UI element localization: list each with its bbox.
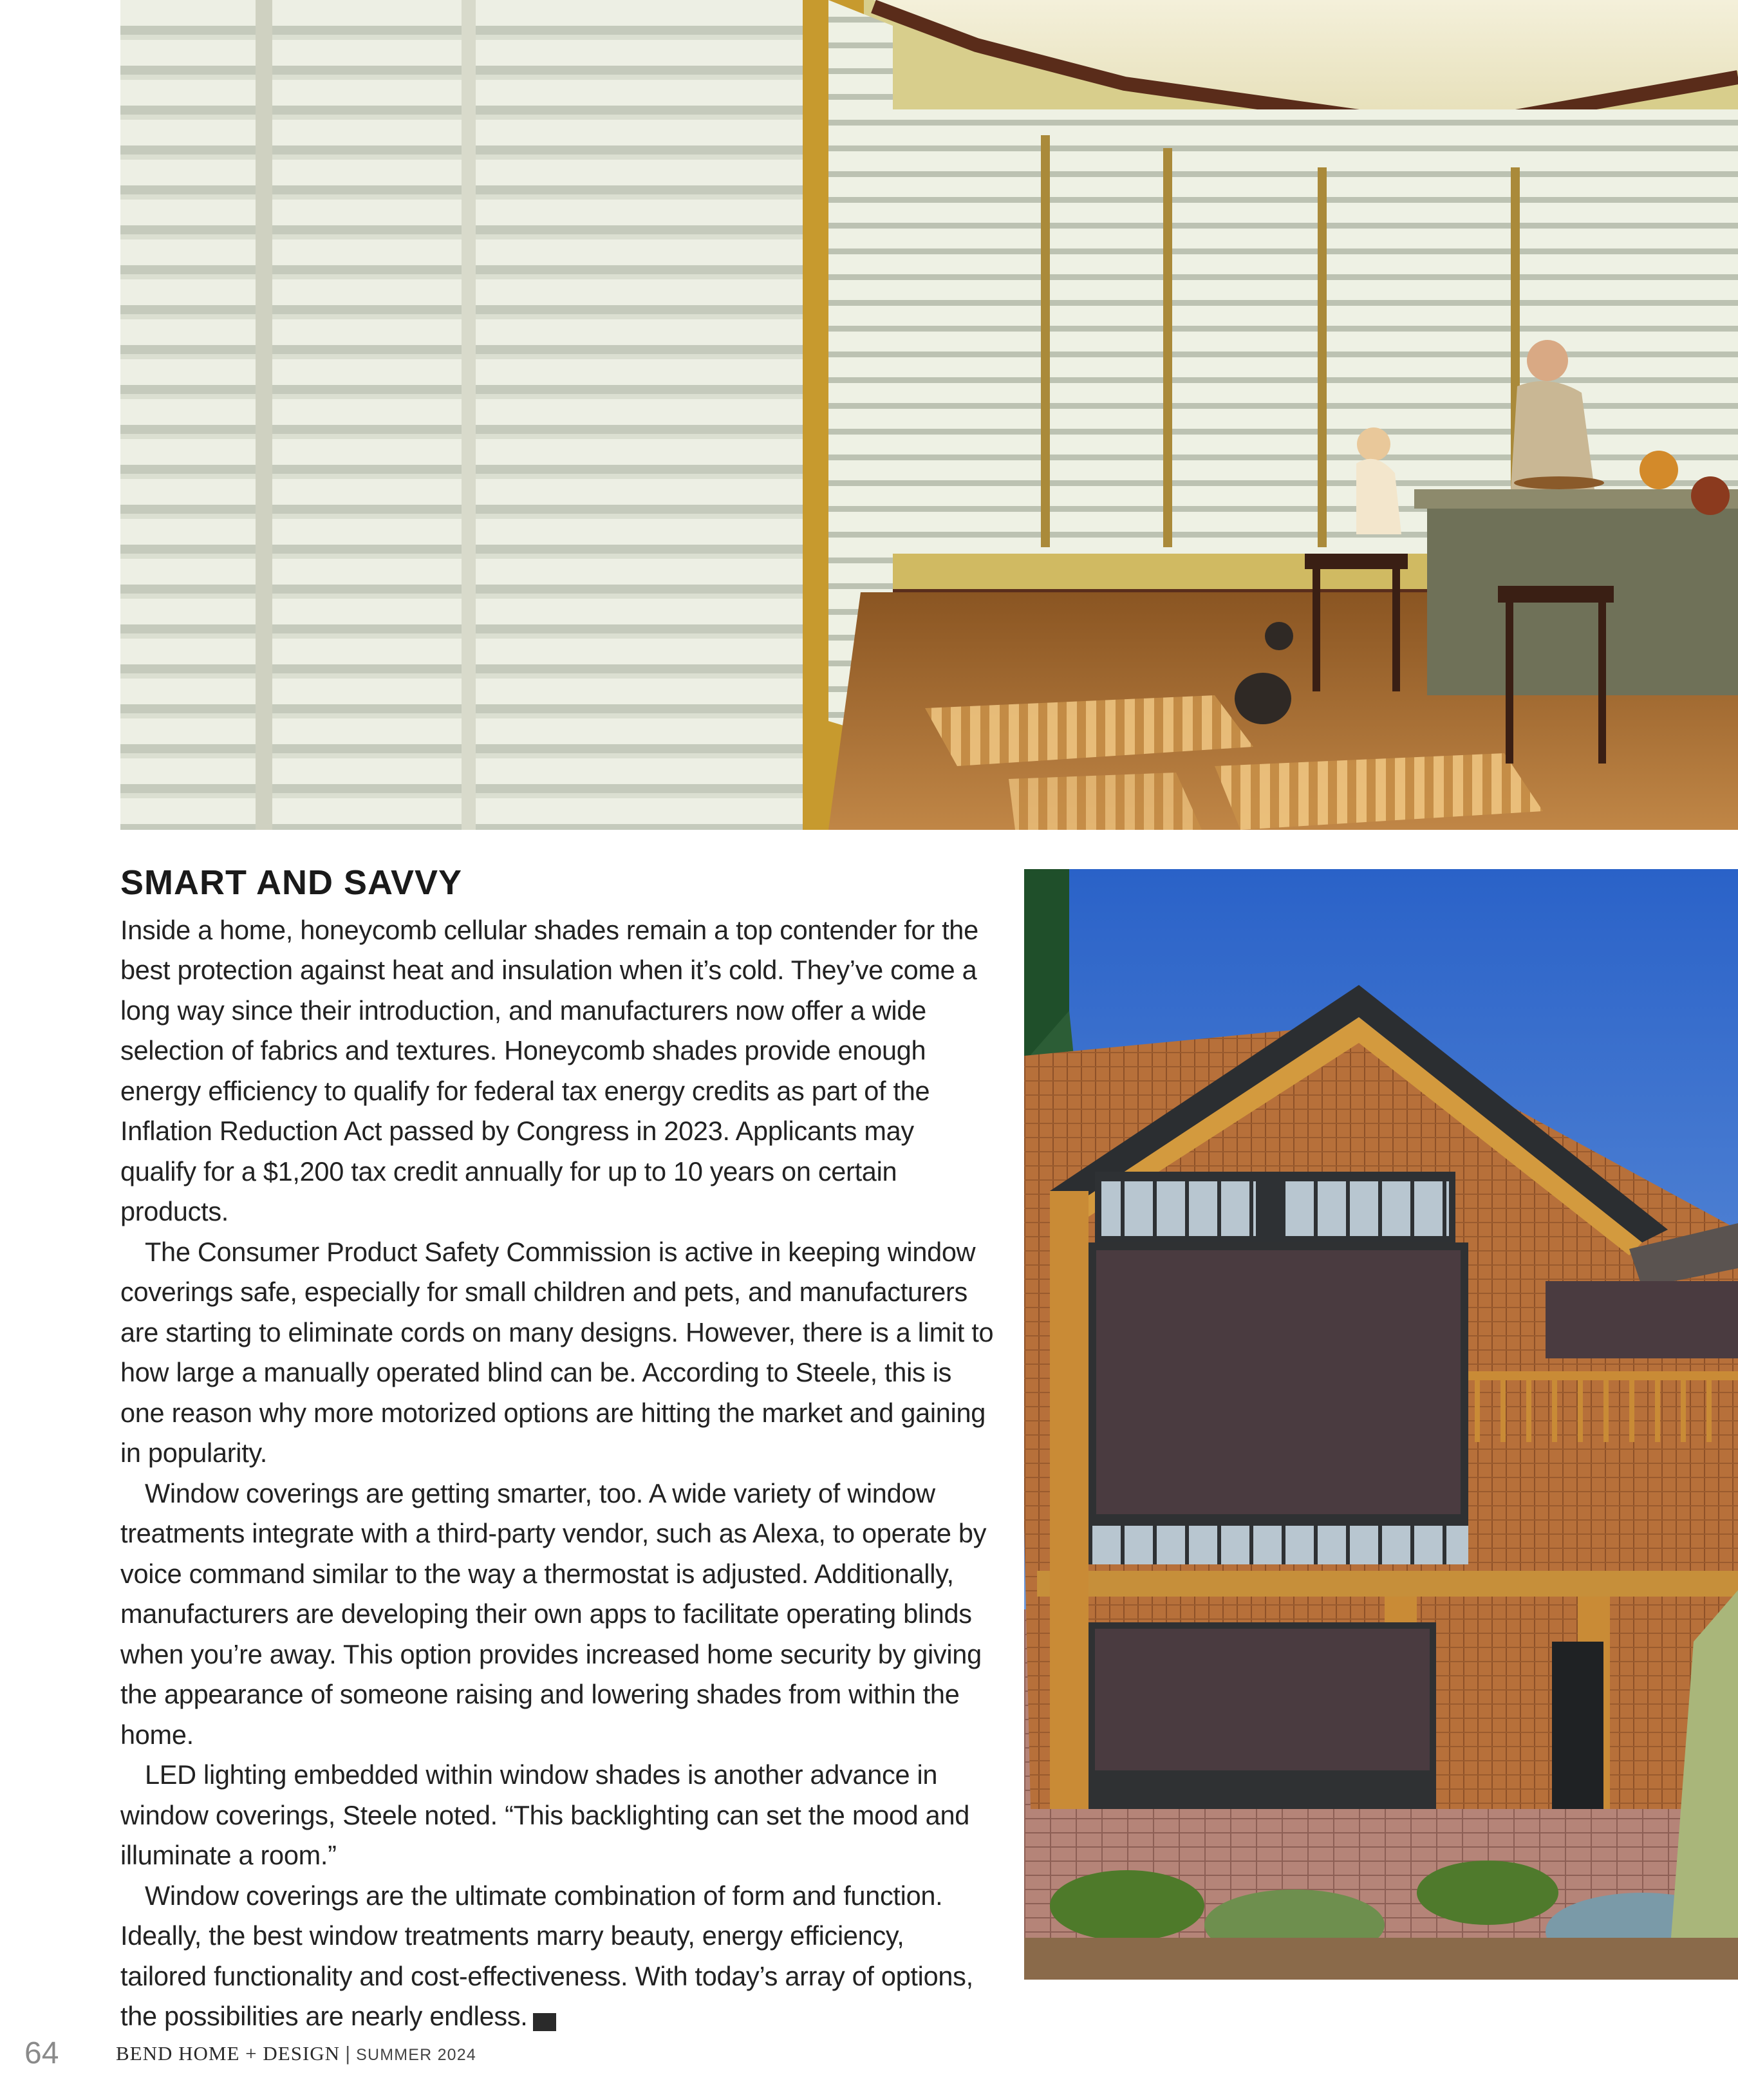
paragraph-3: Window coverings are getting smarter, too. A wide variety of window treatments integrate with a third-party vendor, such as Alexa, to operate by voice command similar to the way a thermostat is adjusted. Additionally, manufacturers are developing their own apps to facilitate operating blinds when you’re away. This option provides increased home security by giving the appearance of someone raising and lowering shades from within the home. [120,1477,987,1750]
house-exterior-illustration [1024,869,1738,1980]
article-body [120,861,996,2037]
kitchen-shades-illustration [120,0,1738,830]
paragraph-1: Inside a home, honeycomb cellular shades remain a top contender for the best protection against heat and insulation when it’s cold. They’ve come a long way since their introduction, and manufacturers now offer a wide selection of fabrics and textures. Honeycomb shades provide enough energy efficiency to qualify for federal tax energy credits as part of the Inflation Reduction Act passed by Congress in 2023. Applicants may qualify for a $1,200 tax credit annually for up to 10 years on certain products. [120,914,978,1226]
page-number: 64 [24,2036,59,2070]
paragraph-4: LED lighting embedded within window shades is another advance in window coverings, Steele noted. “This backlighting can set the mood and illuminate a room.” [120,1759,970,1870]
footer-separator: | [345,2042,351,2065]
section-heading: SMART AND SAVVY [120,863,463,902]
paragraph-5-text: Window coverings are the ultimate combination of form and function. Ideally, the best window treatments marry beauty, energy efficiency, tailored functionality and cost-effectiveness. With today’s array of options, the possibilities are nearly endless. [120,1880,973,2031]
magazine-name [116,2041,476,2068]
page-footer [24,2034,797,2073]
exterior-photo [1024,869,1738,1980]
paragraph-5 [120,1876,996,2037]
paragraph-2: The Consumer Product Safety Commission is active in keeping window coverings safe, especially for small children and pets, and manufacturers are starting to eliminate cords on many designs. However, there is a limit to how large a manually operated blind can be. According to Steele, this is one reason why more motorized options are hitting the market and gaining in popularity. [120,1236,994,1468]
issue-date: SUMMER 2024 [356,2046,476,2064]
hero-photo [120,0,1738,830]
end-mark-icon: BH [533,2013,556,2031]
magazine-title: BEND HOME + DESIGN [116,2042,341,2065]
